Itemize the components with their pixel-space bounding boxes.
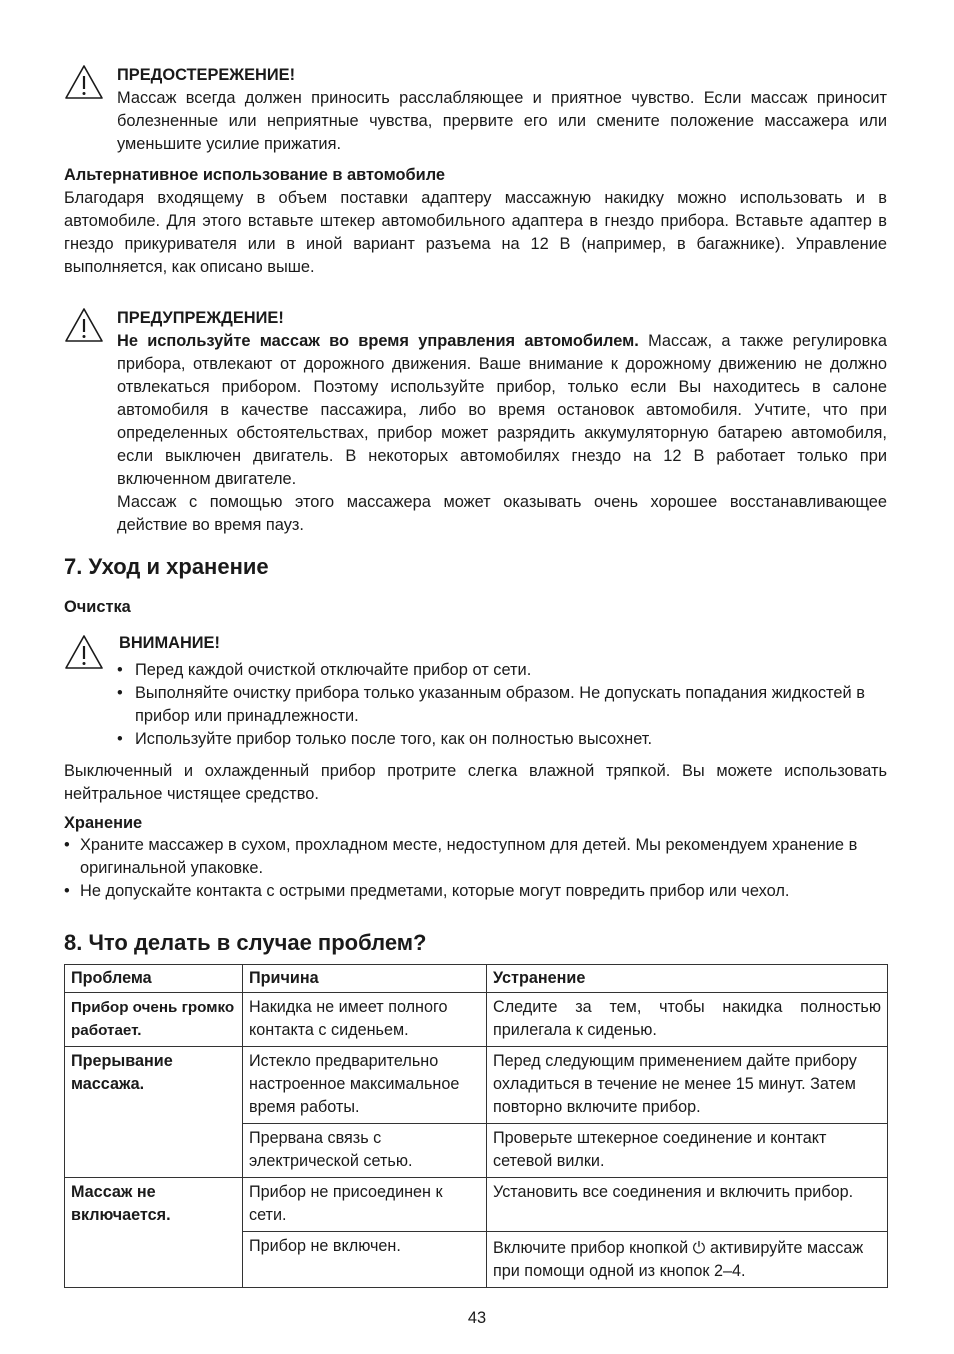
storage-list — [64, 834, 887, 903]
header-problem: Проблема — [65, 965, 243, 993]
list-item: • Выполняйте очистку прибора только указанным образом. Не допускать попадания жидкостей в прибор или принадлежности. — [117, 682, 887, 728]
header-cause: Причина — [243, 965, 487, 993]
warning-body: Массаж, а также регулировка прибора, отвлекают от дорожного движения. Ваше внимание к дорожному движению не должно отвлекаться прибором. Поэтому используйте прибор, только если Вы находитесь в салоне автомобиля в качестве пассажира, либо во время остановок автомобиля. Учтите, что при определенных обстоятельствах, прибор может разрядить аккумуляторную батарею автомобиля, если выключен двигатель. В некоторых автомобилях гнездо на 12 В работает только при включенном двигателе. — [117, 332, 887, 488]
caution-list — [117, 659, 887, 751]
warning-triangle-icon — [64, 634, 104, 670]
table-row — [65, 1047, 888, 1124]
troubleshooting-table — [64, 964, 888, 1288]
table-header-row — [65, 965, 888, 993]
car-usage-heading: Альтернативное использование в автомобиле — [64, 166, 446, 184]
warning-triangle-icon — [64, 307, 104, 343]
page-number: 43 — [467, 1309, 487, 1327]
car-usage-text: Благодаря входящему в объем поставки адаптеру массажную накидку можно использовать и в автомобиле. Для этого вставьте штекер автомобильного адаптера в гнездо прибора. Вставьте адаптер в гнездо прикуривателя или в иной вариант разъема на 12 В (например, в багажнике). Управление выполняется, как описано выше. — [64, 189, 887, 276]
warning-title: ПРЕДУПРЕЖДЕНИЕ! — [117, 309, 284, 327]
warning-text-2: Массаж с помощью этого массажера может оказывать очень хорошее восстанавливающее действие во время пауз. — [117, 493, 887, 534]
warning-triangle-icon — [64, 64, 104, 100]
fix-cell: Перед следующим применением дайте прибору охладиться в течение не менее 15 минут. Затем повторно включите прибор. — [487, 1047, 888, 1124]
cause-cell: Прибор не присоединен к сети. — [243, 1178, 487, 1232]
problem-cell: Массаж не включается. — [65, 1178, 243, 1288]
fix-cell: Включите прибор кнопкой ⏻ активируйте массаж при помощи одной из кнопок 2–4. — [487, 1232, 888, 1288]
problem-cell: Прерывание массажа. — [65, 1047, 243, 1178]
problem-cell: Прибор очень громко работает. — [65, 993, 243, 1047]
list-item: • Используйте прибор только после того, как он полностью высохнет. — [117, 728, 887, 751]
precaution-text: Массаж всегда должен приносить расслабляющее и приятное чувство. Если массаж приносит болезненные или неприятные чувства, прервите его или смените положение массажера или уменьшите усилие прижатия. — [117, 89, 887, 153]
cause-cell: Накидка не имеет полного контакта с сиденьем. — [243, 993, 487, 1047]
table-row — [65, 993, 888, 1047]
warning-text — [117, 330, 887, 491]
precaution-title: ПРЕДОСТЕРЕЖЕНИЕ! — [117, 66, 296, 84]
cause-cell: Истекло предварительно настроенное максимальное время работы. — [243, 1047, 487, 1124]
section-8-title: 8. Что делать в случае проблем? — [64, 930, 427, 955]
section-7-title: 7. Уход и хранение — [64, 554, 269, 579]
cause-cell: Прервана связь с электрической сетью. — [243, 1124, 487, 1178]
list-item: • Храните массажер в сухом, прохладном месте, недоступном для детей. Мы рекомендуем хранение в оригинальной упаковке. — [64, 834, 887, 880]
header-fix: Устранение — [487, 965, 888, 993]
fix-cell: Следите за тем, чтобы накидка полностью прилегала к сиденью. — [487, 993, 888, 1047]
car-usage-section — [64, 164, 887, 279]
cleaning-text: Выключенный и охлажденный прибор протрите слегка влажной тряпкой. Вы можете использовать нейтральное чистящее средство. — [64, 762, 887, 803]
fix-cell: Проверьте штекерное соединение и контакт сетевой вилки. — [487, 1124, 888, 1178]
storage-heading: Хранение — [64, 814, 143, 832]
cleaning-heading: Очистка — [64, 598, 131, 616]
warning-bold-lead: Не используйте массаж во время управления автомобилем. — [117, 332, 639, 350]
list-item: • Перед каждой очисткой отключайте прибор от сети. — [117, 659, 887, 682]
caution-title: ВНИМАНИЕ! — [119, 634, 220, 652]
fix-cell: Установить все соединения и включить прибор. — [487, 1178, 888, 1232]
list-item: • Не допускайте контакта с острыми предметами, которые могут повредить прибор или чехол. — [64, 880, 887, 903]
cause-cell: Прибор не включен. — [243, 1232, 487, 1288]
table-row — [65, 1178, 888, 1232]
